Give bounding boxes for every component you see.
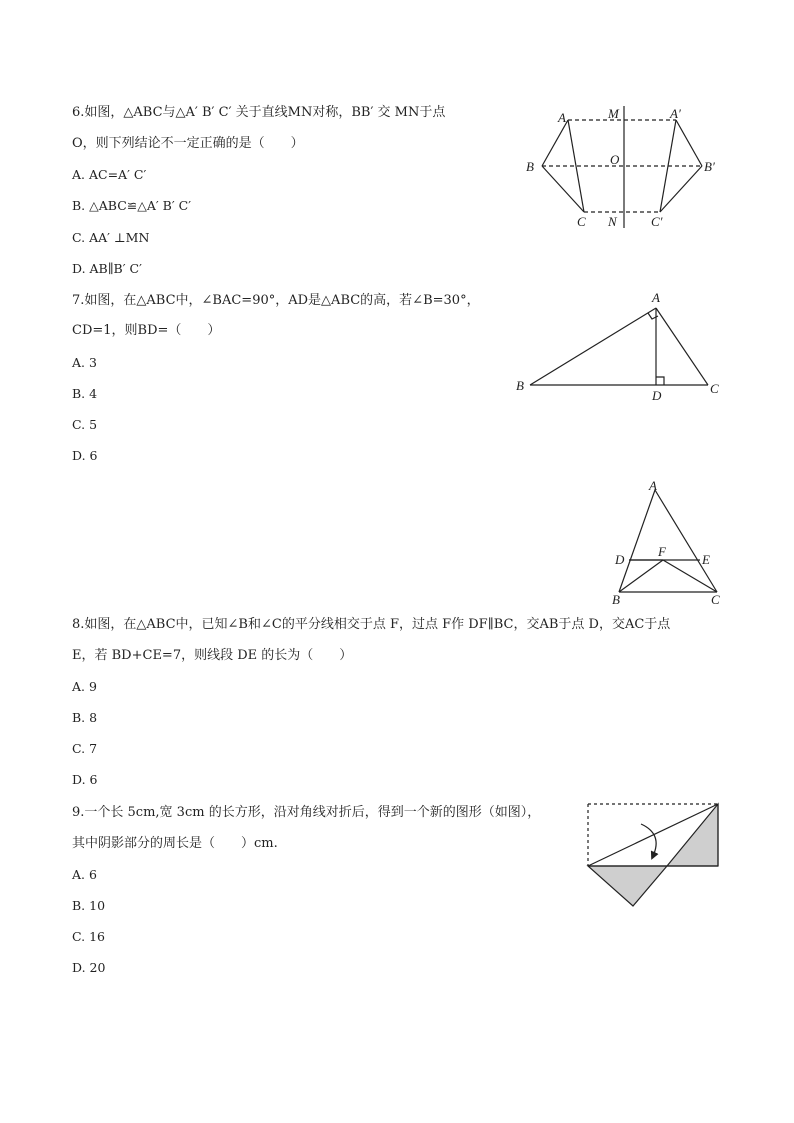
q7-option-d: D. 6 bbox=[72, 448, 98, 463]
q7-label-a: A bbox=[652, 290, 660, 305]
q9-option-d: D. 20 bbox=[72, 960, 106, 975]
q9-figure bbox=[585, 800, 725, 910]
q6-label-m: M bbox=[608, 106, 619, 121]
q9-option-b: B. 10 bbox=[72, 898, 106, 913]
q6-label-b: B bbox=[526, 159, 534, 174]
q6-label-c: C bbox=[577, 214, 586, 229]
q8-label-c: C bbox=[711, 592, 720, 607]
q9-shade-lower bbox=[588, 866, 667, 906]
q7-label-b: B bbox=[516, 378, 524, 393]
q7-option-a: A. 3 bbox=[72, 355, 97, 370]
q9-stem-line2: 其中阴影部分的周长是（ ）cm. bbox=[72, 836, 278, 851]
q7-stem-line1: 7.如图，在△ABC中，∠BAC=90°，AD是△ABC的高，若∠B=30°， bbox=[72, 293, 480, 308]
q9-stem-line1: 9.一个长 5cm,宽 3cm 的长方形，沿对角线对折后，得到一个新的图形（如图）， bbox=[72, 805, 541, 820]
q8-label-a: A bbox=[649, 478, 657, 493]
q6-label-o: O bbox=[610, 152, 620, 167]
q6-option-c: C. AA′ ⊥MN bbox=[72, 230, 150, 245]
q6-figure bbox=[520, 102, 730, 232]
q6-option-a: A. AC=A′ C′ bbox=[72, 167, 147, 182]
q7-figure bbox=[510, 288, 725, 403]
q8-label-e: E bbox=[702, 552, 710, 567]
q7-label-c: C bbox=[710, 381, 719, 396]
q6-option-b: B. △ABC≌△A′ B′ C′ bbox=[72, 198, 192, 213]
q8-stem-line2: E，若 BD+CE=7，则线段 DE 的长为（ ） bbox=[72, 648, 353, 663]
q9-option-a: A. 6 bbox=[72, 867, 97, 882]
q8-stem-line1: 8.如图，在△ABC中，已知∠B和∠C的平分线相交于点 F，过点 F作 DF∥BC，交AB于点 D，交AC于点 bbox=[72, 617, 671, 632]
q8-label-f: F bbox=[658, 544, 666, 559]
q6-label-n: N bbox=[608, 214, 617, 229]
q8-option-a: A. 9 bbox=[72, 679, 97, 694]
q7-option-b: B. 4 bbox=[72, 386, 98, 401]
q8-option-c: C. 7 bbox=[72, 741, 98, 756]
q8-label-b: B bbox=[612, 592, 620, 607]
q7-stem-line2: CD=1，则BD=（ ） bbox=[72, 323, 221, 338]
q6-label-a: A bbox=[558, 110, 566, 125]
q6-stem-line1: 6.如图，△ABC与△A′ B′ C′ 关于直线MN对称，BB′ 交 MN于点 bbox=[72, 105, 446, 120]
q8-option-b: B. 8 bbox=[72, 710, 98, 725]
q6-stem-line2: O，则下列结论不一定正确的是（ ） bbox=[72, 136, 304, 151]
q8-option-d: D. 6 bbox=[72, 772, 98, 787]
q7-label-d: D bbox=[652, 388, 662, 403]
q8-figure bbox=[605, 478, 730, 608]
q9-shade-right bbox=[667, 804, 718, 866]
q8-label-d: D bbox=[615, 552, 625, 567]
q6-label-c-prime: C′ bbox=[651, 214, 663, 229]
q6-label-b-prime: B′ bbox=[704, 159, 715, 174]
q6-option-d: D. AB∥B′ C′ bbox=[72, 261, 142, 276]
q7-option-c: C. 5 bbox=[72, 417, 98, 432]
q9-option-c: C. 16 bbox=[72, 929, 105, 944]
q6-label-a-prime: A′ bbox=[670, 106, 681, 121]
